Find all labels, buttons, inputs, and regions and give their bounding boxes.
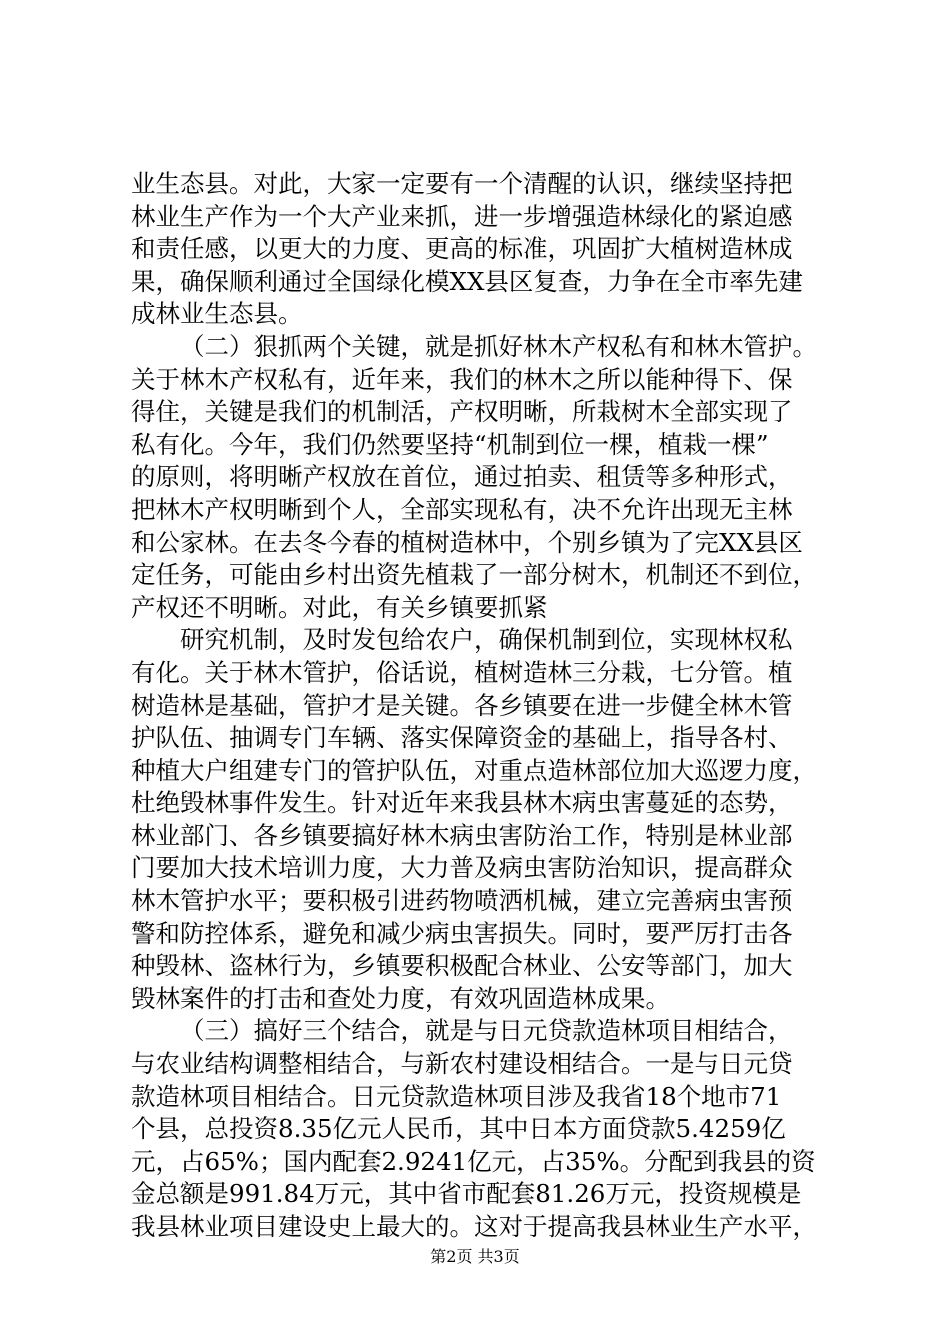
page-footer: 第2页 共3页: [430, 1247, 520, 1266]
text-line: 业生态县。对此，大家一定要有一个清醒的认识，继续坚持把: [131, 169, 793, 198]
text-line: 把林木产权明晰到个人，全部实现私有，决不允许出现无主林: [131, 494, 793, 524]
text-line: 杜绝毁林事件发生。针对近年来我县林木病虫害蔓延的态势，: [131, 788, 793, 818]
text-line: 的原则，将明晰产权放在首位，通过拍卖、租赁等多种形式，: [131, 462, 793, 492]
text-line: 元，占65%；国内配套2.9241亿元，占35%。分配到我县的资: [131, 1146, 816, 1176]
paragraph-start-line: 研究机制，及时发包给农户，确保机制到位，实现林权私: [180, 625, 793, 655]
text-line: 有化。关于林木管护，俗话说，植树造林三分栽，七分管。植: [131, 657, 793, 687]
text-line: 警和防控体系，避免和减少病虫害损失。同时，要严厉打击各: [131, 918, 793, 948]
text-line: 树造林是基础，管护才是关键。各乡镇要在进一步健全林木管: [131, 690, 793, 720]
text-line: 林业生产作为一个大产业来抓，进一步增强造林绿化的紧迫感: [131, 201, 793, 231]
text-line: 林业部门、各乡镇要搞好林木病虫害防治工作，特别是林业部: [131, 820, 793, 850]
text-line: 林木管护水平；要积极引进药物喷洒机械，建立完善病虫害预: [131, 886, 793, 916]
text-line: 门要加大技术培训力度，大力普及病虫害防治知识，提高群众: [131, 853, 793, 883]
text-line: 护队伍、抽调专门车辆、落实保障资金的基础上，指导各村、: [131, 723, 793, 753]
text-line: 个县，总投资8.35亿元人民币，其中日本方面贷款5.4259亿: [131, 1114, 786, 1144]
paragraph-start-line: （三）搞好三个结合，就是与日元贷款造林项目相结合，: [180, 1016, 793, 1046]
text-line: 果，确保顺利通过全国绿化模XX县区复查，力争在全市率先建: [131, 266, 803, 296]
text-line: 毁林案件的打击和查处力度，有效巩固造林成果。: [131, 983, 670, 1013]
text-line: 得住，关键是我们的机制活，产权明晰，所栽树木全部实现了: [131, 397, 793, 427]
text-line: 与农业结构调整相结合，与新农村建设相结合。一是与日元贷: [131, 1049, 793, 1079]
text-line: 定任务，可能由乡村出资先植栽了一部分树木，机制还不到位，: [131, 560, 817, 590]
text-line: 和责任感，以更大的力度、更高的标准，巩固扩大植树造林成: [131, 234, 793, 264]
text-line: 金总额是991.84万元，其中省市配套81.26万元，投资规模是: [131, 1179, 802, 1209]
text-line: 种毁林、盗林行为，乡镇要积极配合林业、公安等部门，加大: [131, 951, 793, 981]
text-line: 款造林项目相结合。日元贷款造林项目涉及我省18个地市71: [131, 1081, 782, 1111]
text-line: 和公家林。在去冬今春的植树造林中，个别乡镇为了完XX县区: [131, 527, 803, 557]
text-line: 关于林木产权私有，近年来，我们的林木之所以能种得下、保: [131, 364, 793, 394]
text-line: 产权还不明晰。对此，有关乡镇要抓紧: [131, 592, 548, 622]
text-line: 我县林业项目建设史上最大的。这对于提高我县林业生产水平，: [131, 1212, 817, 1241]
text-line: 种植大户组建专门的管护队伍，对重点造林部位加大巡逻力度，: [131, 755, 817, 785]
document-body: [131, 168, 851, 1244]
text-line: 私有化。今年，我们仍然要坚持“机制到位一棵，植栽一棵”: [131, 429, 769, 459]
text-line: 成林业生态县。: [131, 299, 303, 329]
paragraph-start-line: （二）狠抓两个关键，就是抓好林木产权私有和林木管护。: [180, 331, 817, 361]
